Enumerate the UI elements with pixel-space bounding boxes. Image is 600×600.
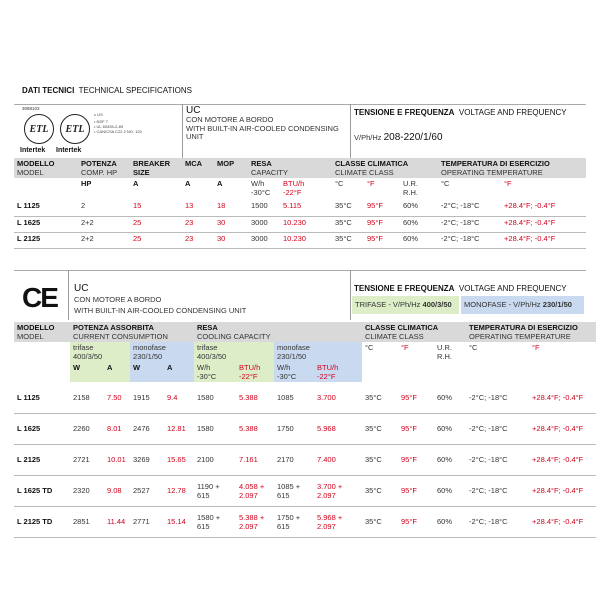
tri-btu-cell: 5.388 <box>236 413 274 444</box>
h1-mop: MOP <box>214 158 248 178</box>
voltage-value-1: 208-220/1/60 <box>383 132 443 143</box>
climate-c-cell: 35°C <box>362 382 398 413</box>
tri-w-cell: 2260 <box>70 413 104 444</box>
temp-f-cell: +28.4°F; -0.4°F <box>518 382 596 413</box>
tri-btu-cell: 5.388 <box>236 382 274 413</box>
h2-tc: °C <box>469 343 478 352</box>
h2-mw: W <box>130 362 164 382</box>
mca-cell: 23 <box>182 216 214 232</box>
h1-tc: °C <box>441 179 450 188</box>
h1-classe: CLASSE CLIMATICA CLIMATE CLASS <box>332 158 438 178</box>
rh-cell: 60% <box>400 216 438 232</box>
cert-number: 3068103 <box>22 106 40 111</box>
cert-line-2: • UL 60335-2-89 <box>94 124 124 129</box>
tri-wh-cell: 1580 <box>194 413 236 444</box>
temp-c-cell: -2°C; -18°C <box>466 413 518 444</box>
temp-c-cell: -2°C; -18°C <box>466 475 518 506</box>
h1-mca: MCA <box>182 158 214 178</box>
mono-btu-cell: 7.400 <box>314 444 362 475</box>
h2-modello: MODELLO MODEL <box>14 322 70 342</box>
table-row <box>14 444 596 475</box>
climate-f-cell: 95°F <box>364 232 400 248</box>
h1-tf: °F <box>504 179 512 188</box>
voltage-unit-1: V/Ph/Hz <box>354 133 382 142</box>
h2-classe: CLASSE CLIMATICA CLIMATE CLASS <box>362 322 466 342</box>
h1-potenza: POTENZA COMP. HP <box>78 158 130 178</box>
climate-c-cell: 35°C <box>332 232 364 248</box>
h1-a-breaker: A <box>133 179 139 188</box>
rh-cell: 60% <box>434 475 466 506</box>
voltage-label-en-2: VOLTAGE AND FREQUENCY <box>458 284 567 293</box>
uc-box-1 <box>186 105 346 142</box>
h1-f: °F <box>367 179 375 188</box>
mca-cell: 13 <box>182 200 214 216</box>
temp-c-cell: -2°C; -18°C <box>438 232 490 248</box>
tri-wh-cell: 1580 <box>194 382 236 413</box>
model-cell: L 1625 <box>14 413 70 444</box>
rh-cell: 60% <box>400 232 438 248</box>
wh-cell: 3000 <box>248 232 280 248</box>
h1-ur: U.R. R.H. <box>403 179 419 197</box>
temp-c-cell: -2°C; -18°C <box>466 382 518 413</box>
mono-btu-cell: 5.968 <box>314 413 362 444</box>
tri-w-cell: 2721 <box>70 444 104 475</box>
hp-cell: 2 <box>78 200 130 216</box>
mono-wh-cell: 1750 + 615 <box>274 506 314 537</box>
h2-ta: A <box>104 362 130 382</box>
mono-w-cell: 2527 <box>130 475 164 506</box>
rh-cell: 60% <box>434 382 466 413</box>
h2-c: °C <box>365 343 374 352</box>
tri-btu-cell: 4.058 + 2.097 <box>236 475 274 506</box>
uc-box-2 <box>74 283 334 315</box>
mono-a-cell: 9.4 <box>164 382 194 413</box>
h1-wh: W/h -30°C <box>251 179 271 197</box>
h1-btu: BTU/h -22°F <box>283 179 305 197</box>
btu-cell: 10.230 <box>280 216 332 232</box>
h1-modello: MODELLO MODEL <box>14 158 78 178</box>
climate-c-cell: 35°C <box>332 200 364 216</box>
h2-resa-trifase: trifase 400/3/50 <box>194 342 274 362</box>
climate-f-cell: 95°F <box>398 444 434 475</box>
tri-w-cell: 2320 <box>70 475 104 506</box>
spec-table-2 <box>14 322 596 538</box>
uc-title-2: UC <box>74 283 89 294</box>
mono-w-cell: 3269 <box>130 444 164 475</box>
rh-cell: 60% <box>434 506 466 537</box>
mono-wh-cell: 1750 <box>274 413 314 444</box>
mono-a-cell: 12.78 <box>164 475 194 506</box>
cert-line-1: • NSF 7 <box>94 119 108 124</box>
tri-a-cell: 7.50 <box>104 382 130 413</box>
temp-f-cell: +28.4°F; -0.4°F <box>490 216 586 232</box>
h2-ma: A <box>164 362 194 382</box>
h2-tf: °F <box>532 343 540 352</box>
mono-w-cell: 1915 <box>130 382 164 413</box>
tri-a-cell: 10.01 <box>104 444 130 475</box>
h2-monofase: monofase 230/1/50 <box>130 342 194 362</box>
model-cell: L 1125 <box>14 200 78 216</box>
temp-c-cell: -2°C; -18°C <box>438 216 490 232</box>
btu-cell: 10.230 <box>280 232 332 248</box>
mca-cell: 23 <box>182 232 214 248</box>
intertek-label-left: Intertek <box>20 147 46 154</box>
mop-cell: 18 <box>214 200 248 216</box>
climate-f-cell: 95°F <box>398 382 434 413</box>
climate-f-cell: 95°F <box>364 200 400 216</box>
climate-c-cell: 35°C <box>362 413 398 444</box>
etl-logo-left: ETL <box>24 114 54 144</box>
cert-logos <box>20 106 180 160</box>
climate-c-cell: 35°C <box>362 475 398 506</box>
mono-wh-cell: 1085 <box>274 382 314 413</box>
mono-a-cell: 15.65 <box>164 444 194 475</box>
h1-temp: TEMPERATURA DI ESERCIZIO OPERATING TEMPERATURE <box>438 158 586 178</box>
mono-w-cell: 2476 <box>130 413 164 444</box>
cert-line-3: • CAN/CSA C22.2 NO. 120 <box>94 129 142 134</box>
breaker-cell: 25 <box>130 216 182 232</box>
tri-w-cell: 2851 <box>70 506 104 537</box>
uc-title-1: UC <box>186 105 201 116</box>
voltage-label-it-2: TENSIONE E FREQUENZA <box>354 284 455 293</box>
model-cell: L 2125 TD <box>14 506 70 537</box>
wh-cell: 1500 <box>248 200 280 216</box>
section-title-it: DATI TECNICI <box>22 86 75 95</box>
btu-cell: 5.115 <box>280 200 332 216</box>
table-row <box>14 232 586 248</box>
mono-btu-cell: 3.700 + 2.097 <box>314 475 362 506</box>
wh-cell: 3000 <box>248 216 280 232</box>
uc-sub-1a: CON MOTORE A BORDO <box>186 115 274 124</box>
mop-cell: 30 <box>214 232 248 248</box>
mono-a-cell: 15.14 <box>164 506 194 537</box>
model-cell: L 1125 <box>14 382 70 413</box>
model-cell: L 2125 <box>14 444 70 475</box>
uc-sub-2b: WITH BUILT-IN AIR-COOLED CONDENSING UNIT <box>74 305 247 315</box>
mono-wh-cell: 1085 + 615 <box>274 475 314 506</box>
temp-f-cell: +28.4°F; -0.4°F <box>490 232 586 248</box>
voltage-label-it-1: TENSIONE E FREQUENZA <box>354 108 455 117</box>
table-row <box>14 475 596 506</box>
rh-cell: 60% <box>434 444 466 475</box>
tri-btu-cell: 7.161 <box>236 444 274 475</box>
rh-cell: 60% <box>434 413 466 444</box>
mono-a-cell: 12.81 <box>164 413 194 444</box>
temp-f-cell: +28.4°F; -0.4°F <box>518 444 596 475</box>
temp-f-cell: +28.4°F; -0.4°F <box>518 475 596 506</box>
climate-f-cell: 95°F <box>398 413 434 444</box>
climate-c-cell: 35°C <box>362 444 398 475</box>
temp-f-cell: +28.4°F; -0.4°F <box>518 413 596 444</box>
h1-resa: RESA CAPACITY <box>248 158 332 178</box>
ce-mark: CE <box>22 282 57 313</box>
table-row <box>14 216 586 232</box>
tri-a-cell: 11.44 <box>104 506 130 537</box>
table-row <box>14 506 596 537</box>
temp-f-cell: +28.4°F; -0.4°F <box>490 200 586 216</box>
table-row <box>14 382 596 413</box>
tri-wh-cell: 1190 + 615 <box>194 475 236 506</box>
temp-f-cell: +28.4°F; -0.4°F <box>518 506 596 537</box>
mop-cell: 30 <box>214 216 248 232</box>
tri-btu-cell: 5.388 + 2.097 <box>236 506 274 537</box>
tri-w-cell: 2158 <box>70 382 104 413</box>
voltage-box-1 <box>354 108 584 143</box>
breaker-cell: 15 <box>130 200 182 216</box>
temp-c-cell: -2°C; -18°C <box>466 444 518 475</box>
h2-f: °F <box>401 343 409 352</box>
section-title-en: TECHNICAL SPECIFICATIONS <box>78 86 192 95</box>
h1-a-mop: A <box>217 179 223 188</box>
breaker-cell: 25 <box>130 232 182 248</box>
climate-c-cell: 35°C <box>362 506 398 537</box>
mono-w-cell: 2771 <box>130 506 164 537</box>
rh-cell: 60% <box>400 200 438 216</box>
section-title <box>22 86 192 95</box>
intertek-label-right: Intertek <box>56 147 82 154</box>
h2-mwh: W/h -30°C <box>274 362 314 382</box>
uc-sub-1c: UNIT <box>186 132 204 141</box>
tri-wh-cell: 1580 + 615 <box>194 506 236 537</box>
etl-logo-right: ETL <box>60 114 90 144</box>
spec-table-1-body <box>14 200 586 248</box>
cert-listed: c US <box>94 112 103 117</box>
h2-tbtu: BTU/h -22°F <box>236 362 274 382</box>
h2-trifase: trifase 400/3/50 <box>70 342 130 362</box>
climate-c-cell: 35°C <box>332 216 364 232</box>
voltage-label-en-1: VOLTAGE AND FREQUENCY <box>458 108 567 117</box>
h2-tw: W <box>70 362 104 382</box>
uc-sub-2a: CON MOTORE A BORDO <box>74 295 162 304</box>
climate-f-cell: 95°F <box>364 216 400 232</box>
model-cell: L 2125 <box>14 232 78 248</box>
spec-table-1 <box>14 158 586 249</box>
h1-breaker: BREAKER SIZE <box>130 158 182 178</box>
spec-table-2-body <box>14 382 596 537</box>
mono-btu-cell: 3.700 <box>314 382 362 413</box>
uc-sub-1b: WITH BUILT-IN AIR-COOLED CONDENSING <box>186 123 339 133</box>
temp-c-cell: -2°C; -18°C <box>466 506 518 537</box>
h1-c: °C <box>335 179 344 188</box>
h2-temp: TEMPERATURA DI ESERCIZIO OPERATING TEMPERATURE <box>466 322 596 342</box>
h2-resa-monofase: monofase 230/1/50 <box>274 342 362 362</box>
tri-a-cell: 8.01 <box>104 413 130 444</box>
h2-twh: W/h -30°C <box>194 362 236 382</box>
mono-wh-cell: 2170 <box>274 444 314 475</box>
mono-btu-cell: 5.968 + 2.097 <box>314 506 362 537</box>
climate-f-cell: 95°F <box>398 475 434 506</box>
table-row <box>14 200 586 216</box>
hp-cell: 2+2 <box>78 232 130 248</box>
h1-a-mca: A <box>185 179 191 188</box>
hp-cell: 2+2 <box>78 216 130 232</box>
table-row <box>14 413 596 444</box>
trifase-box: TRIFASE - V/Ph/Hz 400/3/50 <box>352 296 459 314</box>
tri-wh-cell: 2100 <box>194 444 236 475</box>
monofase-box: MONOFASE - V/Ph/Hz 230/1/50 <box>461 296 584 314</box>
climate-f-cell: 95°F <box>398 506 434 537</box>
temp-c-cell: -2°C; -18°C <box>438 200 490 216</box>
model-cell: L 1625 TD <box>14 475 70 506</box>
voltage-box-2 <box>354 284 586 293</box>
tri-a-cell: 9.08 <box>104 475 130 506</box>
h1-hp: HP <box>81 179 92 188</box>
h2-resa: RESA COOLING CAPACITY <box>194 322 362 342</box>
model-cell: L 1625 <box>14 216 78 232</box>
h2-potenza: POTENZA ASSORBITA CURRENT CONSUMPTION <box>70 322 194 342</box>
h2-mbtu: BTU/h -22°F <box>314 362 362 382</box>
h2-ur: U.R. R.H. <box>437 343 452 361</box>
